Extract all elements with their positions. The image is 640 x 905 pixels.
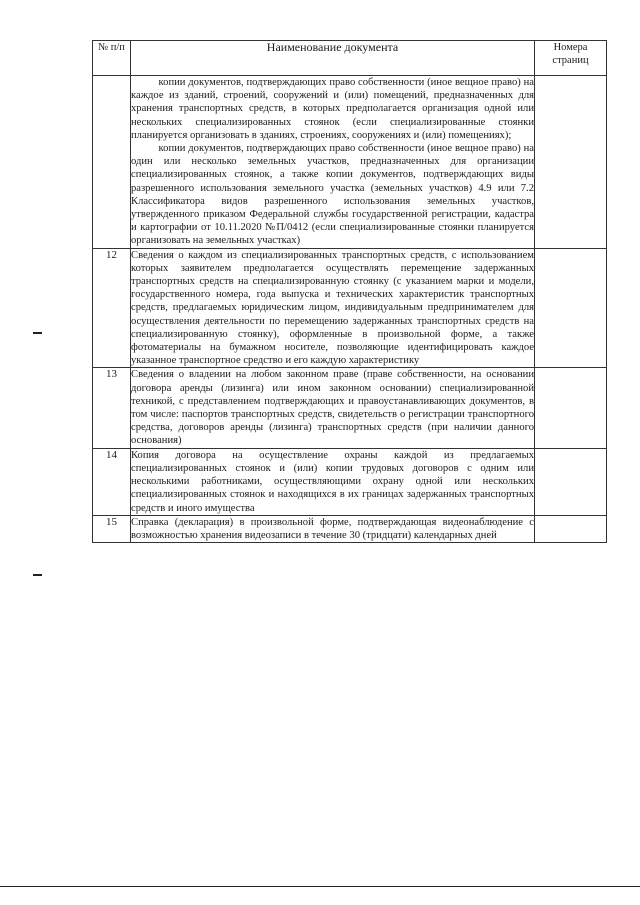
table-row xyxy=(93,515,607,542)
row-number-cell: 14 xyxy=(93,448,131,515)
document-name-cell: Копия договора на осуществление охраны каждой из предлагаемых специализированных стоянок и (или) копии трудовых договоров с одним или несколькими работниками, осуществляющими охрану одной или нескольких специализированных стоянок и находящихся в их границах задержанных транспортных средств и иного имущества xyxy=(131,449,534,514)
margin-dash-mark xyxy=(33,574,42,576)
document-name-cell: Справка (декларация) в произвольной форме, подтверждающая видеонаблюдение с возможностью хранения видеозаписи в течение 30 (тридцати) календарных дней xyxy=(131,516,534,541)
continued-paragraph: копии документов, подтверждающих право собственности (иное вещное право) на каждое из зданий, строений, сооружений и (или) помещений, предназначенных для хранения транспортных средств, в которых предполагается организация одной или нескольких специализированных стоянок (если специализированные стоянки планируется организовать в зданиях, строениях, сооружениях и (или) помещениях); xyxy=(131,77,534,141)
page-numbers-cell xyxy=(535,448,607,515)
table-header-row xyxy=(93,41,607,76)
header-number: № п/п xyxy=(93,41,131,76)
row-number-cell xyxy=(93,76,131,249)
row-number-cell: 13 xyxy=(93,368,131,448)
table-row xyxy=(93,448,607,515)
row-number-cell: 12 xyxy=(93,248,131,368)
page-numbers-cell xyxy=(535,76,607,249)
documents-table xyxy=(92,40,607,543)
page-numbers-cell xyxy=(535,248,607,368)
page-numbers-cell xyxy=(535,515,607,542)
table-row-continued xyxy=(93,76,607,249)
header-page-numbers: Номера страниц xyxy=(535,41,607,76)
margin-dash-mark xyxy=(33,332,42,334)
document-name-cell: Сведения о каждом из специализированных транспортных средств, с использованием которых заявителем предполагается осуществлять перемещение задержанных транспортных средств на специализированную стоянку (с указанием марки и модели, государственного номера, года выпуска и технических характеристик транспортных средств, предлагаемых юридическим лицом, индивидуальным предпринимателем для осуществления деятельности по перемещению задержанных транспортных средств на специализированную стоянку), оформленные в произвольной форме, а также фотоматериалы на бумажном носителе, позволяющие идентифицировать каждое указанное транспортное средство и его каждую характеристику xyxy=(131,249,534,367)
continued-text-cell xyxy=(131,76,535,249)
page-bottom-rule xyxy=(0,886,640,887)
table-row xyxy=(93,368,607,448)
table-row xyxy=(93,248,607,368)
continued-paragraph: копии документов, подтверждающих право собственности (иное вещное право) на один или несколько земельных участков, предназначенных для организации специализированных стоянок, а также копии документов, подтверждающих виды разрешенного использования земельного участка (земельных участков) 4.9 или 7.2 Классификатора видов разрешенного использования земельных участков, утвержденного приказом Федеральной службы государственной регистрации, кадастра и картографии от 10.11.2020 №П/0412 (если специализированные стоянки планируется организовать на земельных участках) xyxy=(131,143,534,247)
page-numbers-cell xyxy=(535,368,607,448)
document-name-cell: Сведения о владении на любом законном праве (праве собственности, на основании договора аренды (лизинга) или ином законном основании) специализированной техникой, с представлением подтверждающих и правоустанавливающих документов, в том числе: паспортов транспортных средств, свидетельств о регистрации транспортного средства, договоров аренды (лизинга) транспортных средств (при наличии данного основания) xyxy=(131,369,534,447)
row-number-cell: 15 xyxy=(93,515,131,542)
header-document-name: Наименование документа xyxy=(131,41,535,76)
